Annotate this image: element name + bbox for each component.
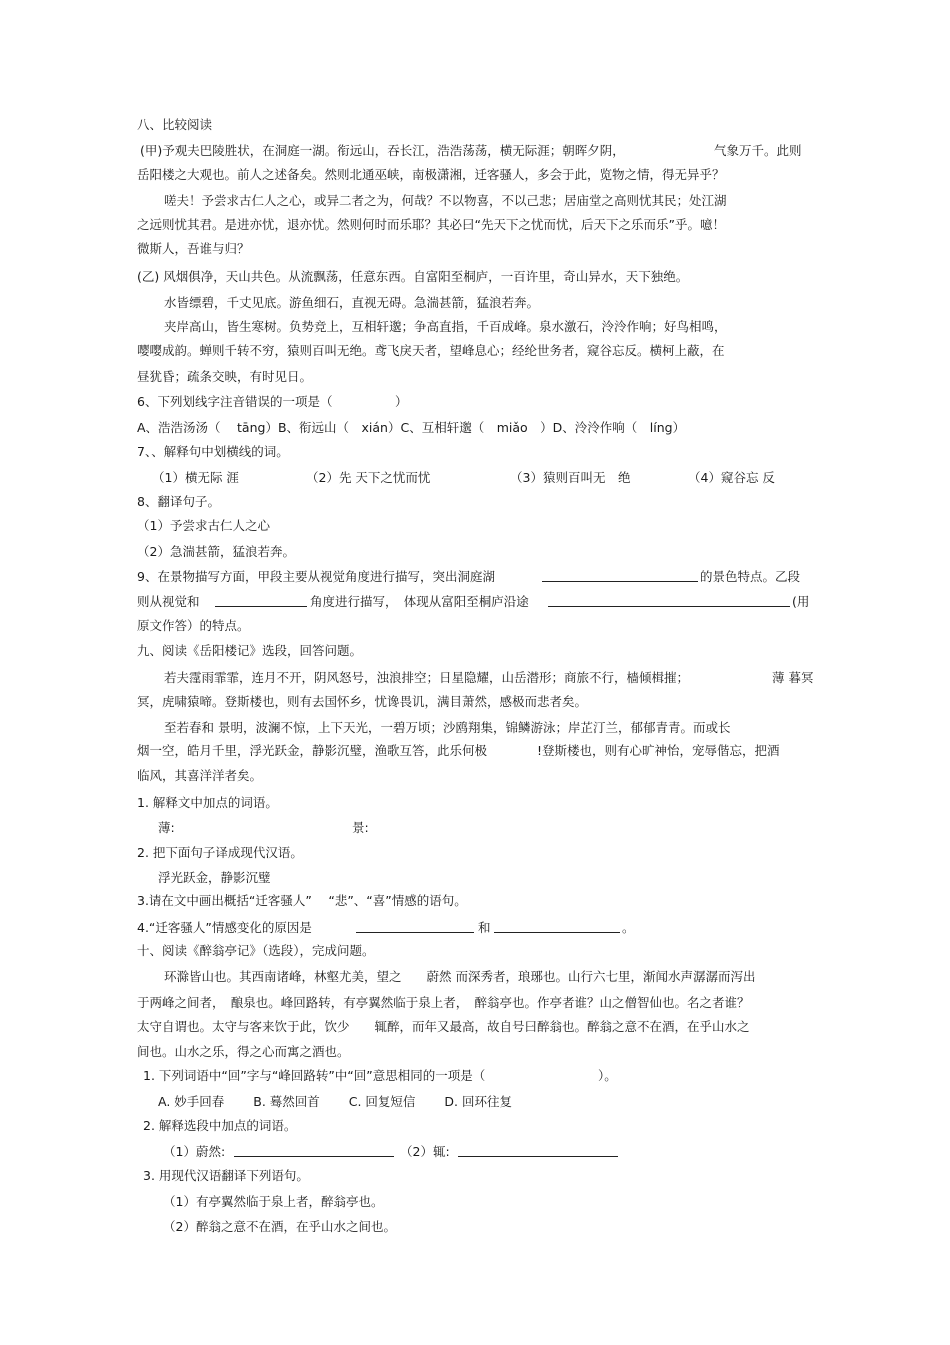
l15: 7、、解释句中划横线的词。 [137, 444, 289, 459]
l46: 十、阅读《醉翁亭记》（选段），完成问题。 [137, 943, 375, 958]
l25: 则从视觉和 [137, 594, 200, 609]
l3: 岳阳楼之大观也。前人之述备矣。然则北通巫峡，南极潇湘，迁客骚人，多会于此，览物之情，得无异乎？ [137, 167, 725, 182]
l28: 原文作答）的特点。 [137, 618, 250, 633]
l34: 烟一空，皓月千里，浮光跃金，静影沉璧，渔歌互答，此乐何极 [137, 743, 488, 758]
l37: 1. 解释文中加点的词语。 [137, 795, 278, 810]
blank-4a [356, 919, 474, 933]
l17: （2）先 天下之忧而忧 [306, 470, 431, 485]
l11: 昼犹昏；疏条交映，有时见日。 [137, 369, 313, 384]
l33: 至若春和 景明，波澜不惊，上下天光，一碧万顷；沙鸥翔集，锦鳞游泳；岸芷汀兰，郁郁青青。而或长 [164, 720, 731, 735]
l59: （2）醉翁之意不在酒，在乎山水之间也。 [163, 1219, 396, 1234]
l43: 4.“迁客骚人”情感变化的原因是 [137, 920, 312, 935]
l12: 6、下列划线字注音错误的一项是（ [137, 394, 333, 409]
l45: 。 [622, 920, 635, 935]
l23: 9、在景物描写方面，甲段主要从视觉角度进行描写，突出洞庭湖 [137, 569, 495, 584]
l0: 八、比较阅读 [137, 117, 213, 132]
l19: （4）窥谷忘 反 [688, 470, 775, 485]
l26: 角度进行描写， 体现从富阳至桐庐沿途 [310, 594, 529, 609]
l30: 若夫霪雨霏霏，连月不开，阴风怒号，浊浪排空；日星隐耀，山岳潜形；商旅不行，樯倾楫摧； [164, 670, 690, 685]
l10: 嘤嘤成韵。蝉则千转不穷，猿则百叫无绝。鸢飞戾天者，望峰息心；经纶世务者，窥谷忘反。横柯上蔽，在 [137, 343, 725, 358]
l32: 冥，虎啸猿啼。登斯楼也，则有去国怀乡，忧谗畏讥，满目萧然，感极而悲者矣。 [137, 694, 588, 709]
blank-2a [234, 1143, 394, 1157]
l44: 和 [478, 920, 491, 935]
blank-4b [494, 919, 620, 933]
l7: (乙) 风烟俱净，天山共色。从流飘荡，任意东西。自富阳至桐庐，一百许里，奇山异水，天下独绝。 [137, 269, 689, 284]
l4: 嗟夫！予尝求古仁人之心，或异二者之为，何哉？不以物喜，不以己悲；居庙堂之高则忧其民；处江湖 [164, 193, 727, 208]
blank-9c [548, 593, 790, 607]
l53: A. 妙手回春 B. 蓦然回首 C. 回复短信 D. 回环往复 [158, 1094, 512, 1109]
l48: 于两峰之间者， 酿泉也。峰回路转，有亭翼然临于泉上者， 醉翁亭也。作亭者谁？山之僧智仙也。名之者谁？ [137, 995, 750, 1010]
l58: （1）有亭翼然临于泉上者，醉翁亭也。 [163, 1194, 384, 1209]
l6: 微斯人，吾谁与归？ [137, 241, 250, 256]
l1: (甲)予观夫巴陵胜状，在洞庭一湖。衔远山，吞长江，浩浩荡荡，横无际涯；朝晖夕阴， [140, 143, 625, 158]
l22: （2）急湍甚箭，猛浪若奔。 [137, 544, 295, 559]
l2: 气象万千。此则 [714, 143, 802, 158]
l49: 太守自谓也。太守与客来饮于此，饮少 辄醉，而年又最高，故自号曰醉翁也。醉翁之意不在酒，在乎山水之 [137, 1019, 750, 1034]
l9: 夹岸高山，皆生寒树。负势竞上，互相轩邈；争高直指，千百成峰。泉水激石，泠泠作响；好鸟相鸣， [164, 319, 727, 334]
l57: 3. 用现代汉语翻译下列语句。 [143, 1168, 309, 1183]
l24: 的景色特点。乙段 [700, 569, 801, 584]
l38: 薄: [158, 820, 175, 835]
blank-9b [215, 593, 307, 607]
l35: !登斯楼也，则有心旷神怡，宠辱偕忘，把酒 [537, 743, 780, 758]
blank-2b [458, 1143, 618, 1157]
l21: （1）予尝求古仁人之心 [137, 518, 270, 533]
l20: 8、翻译句子。 [137, 494, 220, 509]
l47: 环滁皆山也。其西南诸峰，林壑尤美，望之 蔚然 而深秀者，琅琊也。山行六七里，渐闻水声潺潺而泻出 [164, 969, 756, 984]
l40: 2. 把下面句子译成现代汉语。 [137, 845, 303, 860]
l16: （1）横无际 涯 [152, 470, 239, 485]
blank-9a [542, 568, 698, 582]
l13: ） [395, 394, 408, 409]
l8: 水皆缥碧，千丈见底。游鱼细石，直视无碍。急湍甚箭，猛浪若奔。 [164, 295, 540, 310]
l56: （2）辄: [400, 1144, 450, 1159]
l52: ）。 [598, 1068, 617, 1083]
l39: 景: [352, 820, 369, 835]
l41: 浮光跃金，静影沉璧 [158, 870, 271, 885]
l5: 之远则忧其君。是进亦忧，退亦忧。然则何时而乐耶？其必曰“先天下之忧而忧，后天下之乐而乐”乎。噫！ [137, 217, 725, 232]
l54: 2. 解释选段中加点的词语。 [143, 1118, 297, 1133]
l36: 临风，其喜洋洋者矣。 [137, 768, 263, 783]
l42: 3.请在文中画出概括“迁客骚人” “悲”、“喜”情感的语句。 [137, 893, 467, 908]
l51: 1. 下列词语中“回”字与“峰回路转”中“回”意思相同的一项是（ [143, 1068, 486, 1083]
l29: 九、阅读《岳阳楼记》选段，回答问题。 [137, 643, 363, 658]
l27: (用 [792, 594, 810, 609]
l31: 薄 暮冥 [772, 670, 814, 685]
l50: 间也。山水之乐，得之心而寓之酒也。 [137, 1044, 350, 1059]
l18: （3）猿则百叫无 绝 [510, 470, 631, 485]
l14: A、浩浩汤汤（ tāng）B、衔远山（ xián）C、互相轩邈（ miǎo ）D、泠泠作响（ líng） [137, 420, 686, 435]
l55: （1）蔚然: [163, 1144, 226, 1159]
